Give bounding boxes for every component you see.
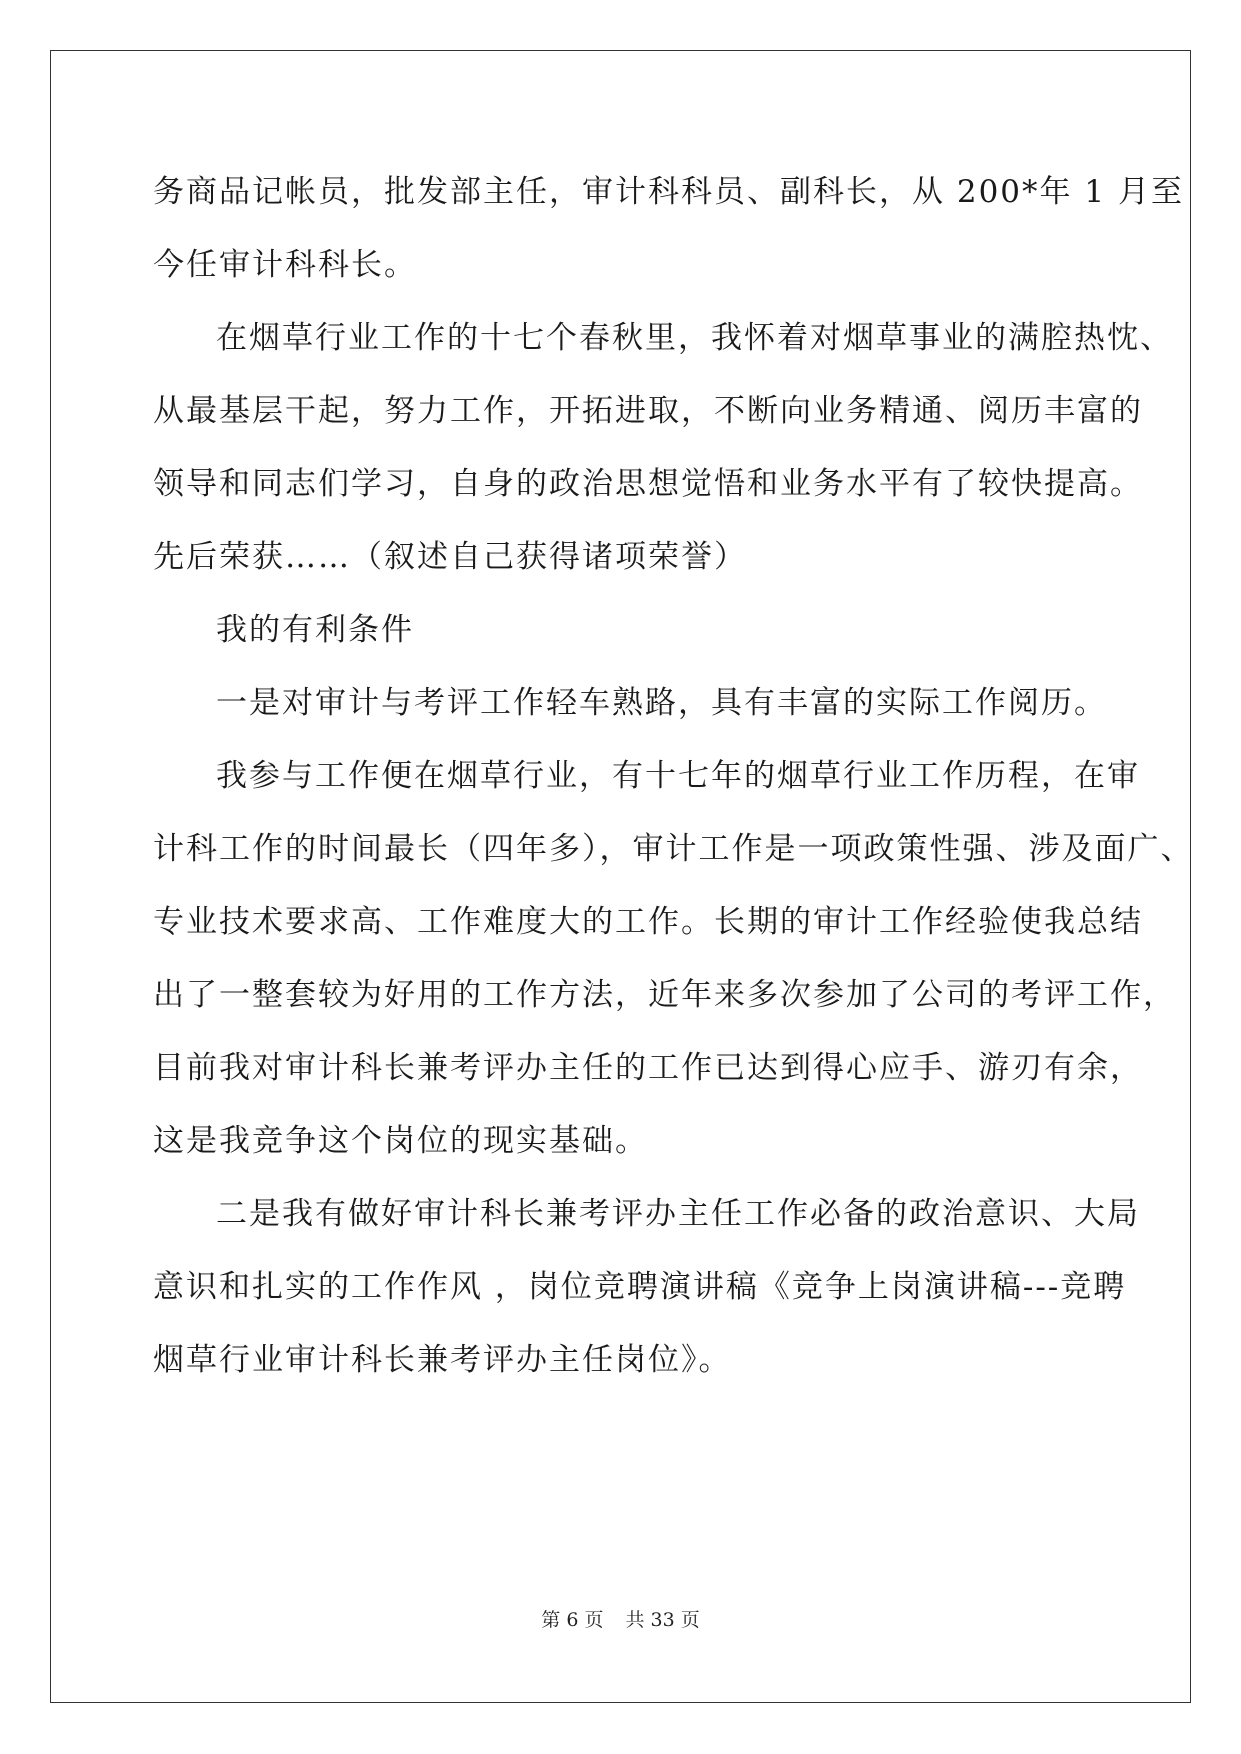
section-heading: 我的有利条件 [216, 612, 414, 648]
body-line-4: 从最基层干起，努力工作，开拓进取，不断向业务精通、阅历丰富的 [153, 393, 1143, 429]
body-line-1: 务商品记帐员，批发部主任，审计科科员、副科长，从 200*年 1 月至 [153, 174, 1184, 210]
body-line-12: 出了一整套较为好用的工作方法，近年来多次参加了公司的考评工作， [153, 977, 1176, 1013]
body-line-6: 先后荣获……（叙述自己获得诸项荣誉） [153, 539, 747, 575]
body-line-16: 意识和扎实的工作作风 ，岗位竞聘演讲稿《竞争上岗演讲稿---竞聘 [153, 1269, 1127, 1305]
body-line-2: 今任审计科科长。 [153, 247, 417, 283]
page-total: 共 33 页 [625, 1609, 700, 1631]
body-line-13: 目前我对审计科长兼考评办主任的工作已达到得心应手、游刃有余， [153, 1050, 1143, 1086]
body-line-3: 在烟草行业工作的十七个春秋里，我怀着对烟草事业的满腔热忱、 [216, 320, 1173, 356]
body-line-14: 这是我竞争这个岗位的现实基础。 [153, 1123, 648, 1159]
body-line-8: 一是对审计与考评工作轻车熟路，具有丰富的实际工作阅历。 [216, 685, 1107, 721]
body-line-10: 计科工作的时间最长（四年多），审计工作是一项政策性强、涉及面广、 [153, 831, 1194, 867]
body-line-9: 我参与工作便在烟草行业，有十七年的烟草行业工作历程，在审 [216, 758, 1140, 794]
body-line-5: 领导和同志们学习，自身的政治思想觉悟和业务水平有了较快提高。 [153, 466, 1143, 502]
body-line-17: 烟草行业审计科长兼考评办主任岗位》。 [153, 1342, 732, 1378]
body-line-15: 二是我有做好审计科长兼考评办主任工作必备的政治意识、大局 [216, 1196, 1140, 1232]
body-line-11: 专业技术要求高、工作难度大的工作。长期的审计工作经验使我总结 [153, 904, 1143, 940]
page-number: 第 6 页 [541, 1609, 604, 1631]
page-frame [50, 50, 1191, 1703]
page-footer [0, 1608, 1241, 1632]
